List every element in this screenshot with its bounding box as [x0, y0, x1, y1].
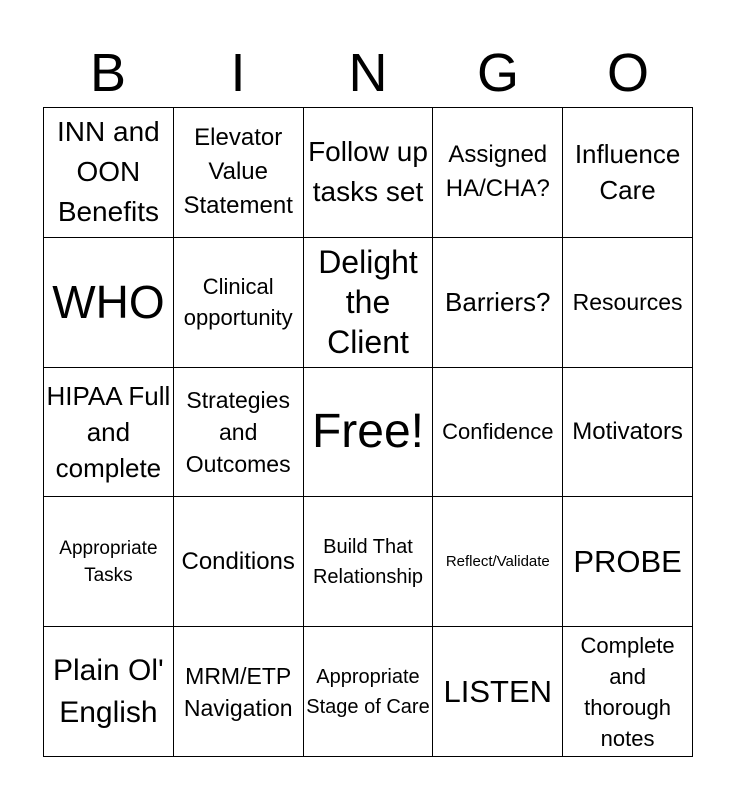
cell-label: Appropriate Tasks: [59, 537, 158, 586]
header-letter-b: B: [89, 43, 127, 103]
cell-label: Elevator Value Statement: [183, 124, 293, 220]
bingo-cell[interactable]: [174, 627, 304, 757]
cell-label: Clinical opportunity: [183, 274, 293, 331]
free-space-label: Free!: [311, 404, 424, 458]
cell-label: WHO: [52, 276, 165, 329]
bingo-cell[interactable]: [174, 238, 304, 368]
bingo-cell[interactable]: [44, 108, 174, 238]
bingo-cell[interactable]: [44, 627, 174, 757]
cell-label: Barriers?: [445, 287, 551, 318]
cell-label: Confidence: [442, 419, 554, 445]
cell-label: INN and OON Benefits: [57, 116, 160, 228]
header-letter-o: O: [606, 43, 649, 103]
header-letter-n: N: [348, 43, 388, 103]
bingo-header: [43, 40, 693, 106]
cell-label: LISTEN: [443, 673, 553, 709]
cell-label: Motivators: [572, 417, 683, 445]
bingo-cell[interactable]: [433, 497, 563, 627]
cell-label: Resources: [572, 289, 683, 316]
bingo-cell[interactable]: [563, 497, 693, 627]
bingo-cell[interactable]: [563, 368, 693, 498]
cell-label: Complete and thorough notes: [580, 632, 675, 751]
bingo-cell[interactable]: [44, 368, 174, 498]
bingo-cell[interactable]: [44, 238, 174, 368]
bingo-cell[interactable]: [433, 627, 563, 757]
bingo-cell[interactable]: [174, 368, 304, 498]
cell-label: PROBE: [573, 543, 682, 579]
header-letter-i: I: [230, 43, 246, 103]
cell-label: Delight the Client: [318, 244, 418, 361]
bingo-cell[interactable]: [563, 108, 693, 238]
bingo-cell[interactable]: [433, 238, 563, 368]
cell-label: Reflect/Validate: [445, 552, 550, 570]
bingo-cell[interactable]: [44, 497, 174, 627]
cell-label: MRM/ETP Navigation: [183, 662, 293, 721]
bingo-cell[interactable]: [563, 627, 693, 757]
cell-label: HIPAA Full and complete: [46, 380, 171, 483]
bingo-cell[interactable]: [174, 108, 304, 238]
cell-label: Follow up tasks set: [308, 136, 428, 208]
cell-label: Strategies and Outcomes: [185, 386, 291, 477]
cell-label: Appropriate Stage of Care: [306, 665, 430, 718]
cell-label: Influence Care: [574, 139, 681, 206]
free-space-cell[interactable]: [304, 368, 434, 498]
bingo-cell[interactable]: [304, 497, 434, 627]
cell-label: Assigned HA/CHA?: [445, 141, 550, 203]
cell-label: Plain Ol' English: [53, 653, 164, 729]
bingo-cell[interactable]: [563, 238, 693, 368]
bingo-cell[interactable]: [433, 368, 563, 498]
cell-label: Build That Relationship: [312, 535, 424, 588]
bingo-cell[interactable]: [433, 108, 563, 238]
bingo-grid: [43, 107, 693, 757]
header-letter-g: G: [476, 43, 519, 103]
bingo-cell[interactable]: [304, 627, 434, 757]
bingo-cell[interactable]: [304, 238, 434, 368]
cell-label: Conditions: [181, 547, 295, 575]
bingo-cell[interactable]: [174, 497, 304, 627]
bingo-cell[interactable]: [304, 108, 434, 238]
